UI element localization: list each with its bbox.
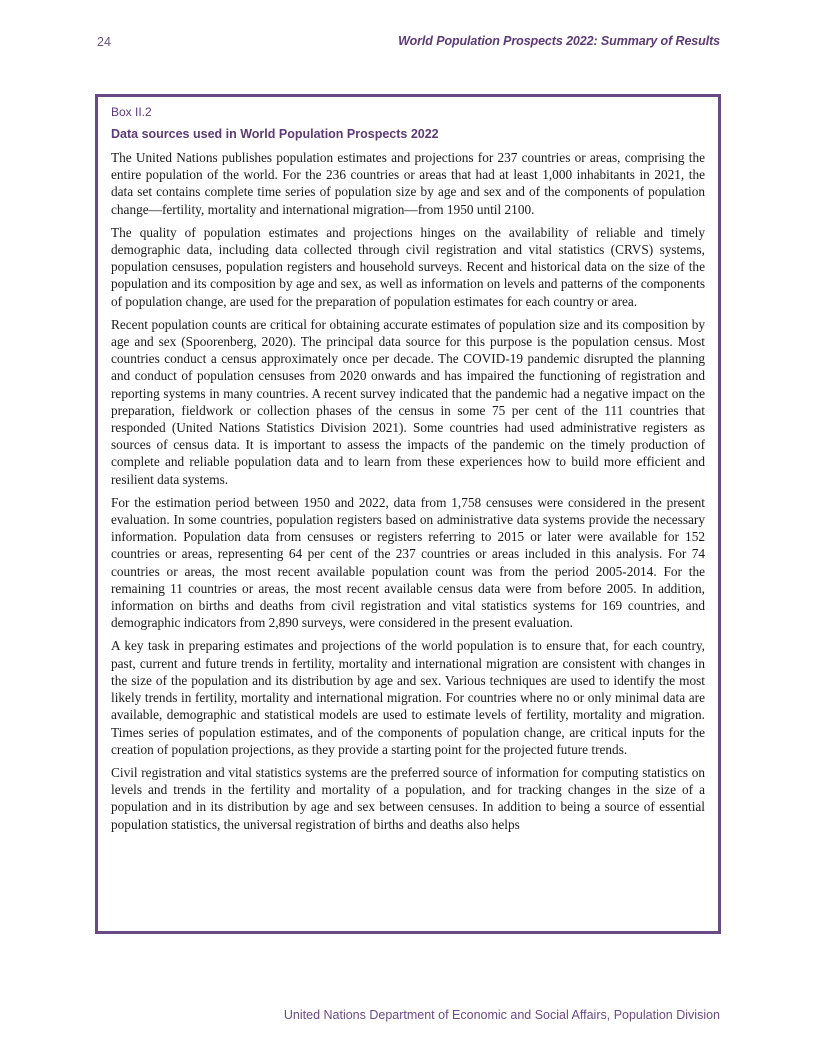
running-title: World Population Prospects 2022: Summary of Results	[398, 34, 720, 48]
text-box	[95, 94, 721, 934]
paragraph: For the estimation period between 1950 and 2022, data from 1,758 censuses were considered in the present evaluation. In some countries, population registers based on administrative data systems provide the necessary information. Population data from censuses or registers referring to 2015 or later were available for 152 countries or areas, representing 64 per cent of the 237 countries or areas included in this analysis. For 74 countries or areas, the most recent available population count was from the period 2005-2014. For the remaining 11 countries or areas, the most recent available census data were from before 2005. In addition, information on births and deaths from civil registration and vital statistics systems for 169 countries, and demographic indicators from 2,890 surveys, were considered in the present evaluation.	[111, 494, 705, 631]
page-number: 24	[97, 35, 111, 49]
paragraph: Recent population counts are critical for obtaining accurate estimates of population size and its composition by age and sex (Spoorenberg, 2020). The principal data source for this purpose is the population census. Most countries conduct a census approximately once per decade. The COVID-19 pandemic disrupted the planning and conduct of population censuses from 2020 onwards and has impaired the functioning of registration and reporting systems in many countries. A recent survey indicated that the pandemic had a negative impact on the preparation, fieldwork or collection phases of the census in some 75 per cent of the 111 countries that responded (United Nations Statistics Division 2021). Some countries had used administrative registers as sources of census data. It is important to assess the impacts of the pandemic on the timely production of complete and reliable population data and to learn from these experiences how to build more efficient and resilient data systems.	[111, 316, 705, 487]
box-title: Data sources used in World Population Prospects 2022	[111, 127, 439, 141]
paragraph: The quality of population estimates and projections hinges on the availability of reliable and timely demographic data, including data collected through civil registration and vital statistics (CRVS) systems, population censuses, population registers and household surveys. Recent and historical data on the size of the population and its composition by age and sex, as well as information on levels and patterns of the components of population change, are used for the preparation of population estimates for each country or area.	[111, 224, 705, 309]
text-box-content	[111, 105, 705, 839]
paragraph: The United Nations publishes population estimates and projections for 237 countries or areas, comprising the entire population of the world. For the 236 countries or areas that had at least 1,000 inhabitants in 2021, the data set contains complete time series of population size by age and sex and of the components of population change—fertility, mortality and international migration—from 1950 until 2100.	[111, 150, 705, 217]
box-label: Box II.2	[111, 105, 152, 119]
footer: United Nations Department of Economic and Social Affairs, Population Division	[283, 1008, 720, 1022]
paragraph: A key task in preparing estimates and projections of the world population is to ensure that, for each country, past, current and future trends in fertility, mortality and international migration are consistent with changes in the size of the population and its distribution by age and sex. Various techniques are used to identify the most likely trends in fertility, mortality and international migration. For countries where no or only minimal data are available, demographic and statistical models are used to estimate levels of fertility, mortality and migration. Times series of population estimates, and of the components of population change, are critical inputs for the creation of population projections, as they provide a starting point for the projected future trends.	[111, 638, 705, 757]
paragraph: Civil registration and vital statistics systems are the preferred source of information for computing statistics on levels and trends in the fertility and mortality of a population, and for tracking changes in the size of a population and in its distribution by age and sex between censuses. In addition to being a source of essential population statistics, the universal registration of births and deaths also helps	[111, 764, 705, 832]
